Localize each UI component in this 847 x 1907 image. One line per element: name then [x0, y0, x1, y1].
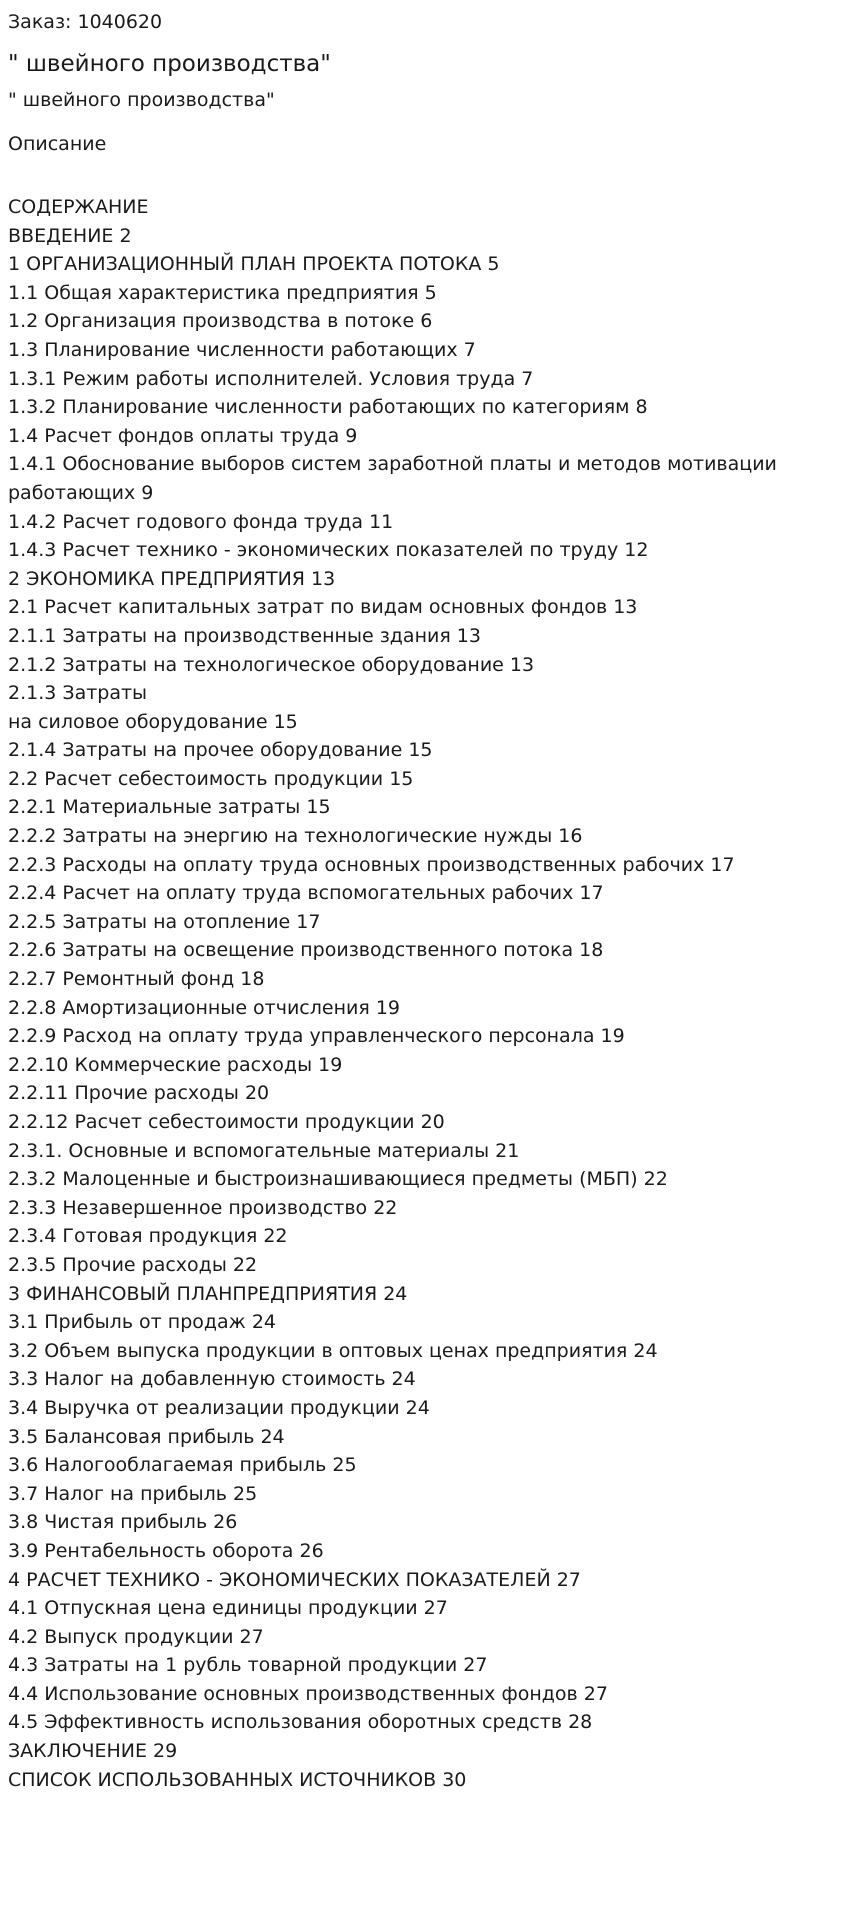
toc-entry: 1.4.2 Расчет годового фонда труда 11 [8, 510, 394, 533]
order-number: Заказ: 1040620 [8, 11, 163, 33]
toc-entry: 1.4 Расчет фондов оплаты труда 9 [8, 424, 358, 447]
toc-entry: 4.1 Отпускная цена единицы продукции 27 [8, 1597, 448, 1620]
toc-entry: 3.9 Рентабельность оборота 26 [8, 1539, 324, 1562]
toc-entry: 2.1.3 Затраты [8, 682, 148, 705]
toc-entry: 2.3.4 Готовая продукция 22 [8, 1225, 288, 1248]
toc-entry: 4.4 Использование основных производственных фондов 27 [8, 1682, 608, 1705]
toc-entry: 3.8 Чистая прибыль 26 [8, 1511, 238, 1534]
toc-entry: 2.3.3 Незавершенное производство 22 [8, 1196, 398, 1219]
toc-entry: 2.2 Расчет себестоимость продукции 15 [8, 767, 414, 790]
toc-entry: 2 ЭКОНОМИКА ПРЕДПРИЯТИЯ 13 [8, 567, 336, 590]
toc-entry: 3.3 Налог на добавленную стоимость 24 [8, 1368, 416, 1391]
document-subtitle: " швейного производства" [8, 89, 275, 111]
toc-entry: 2.2.9 Расход на оплату труда управленческого персонала 19 [8, 1025, 625, 1048]
toc-entry: 3.6 Налогооблагаемая прибыль 25 [8, 1454, 357, 1477]
toc-entry: 2.2.7 Ремонтный фонд 18 [8, 968, 265, 991]
toc-entry: 4 РАСЧЕТ ТЕХНИКО - ЭКОНОМИЧЕСКИХ ПОКАЗАТЕЛЕЙ 27 [8, 1568, 581, 1591]
toc-entry: 1.4.3 Расчет технико - экономических показателей по труду 12 [8, 539, 649, 562]
toc-entry: 1.2 Организация производства в потоке 6 [8, 310, 433, 333]
description-label: Описание [8, 133, 107, 155]
toc-entry: 1.1 Общая характеристика предприятия 5 [8, 281, 437, 304]
toc-entry: 3.2 Объем выпуска продукции в оптовых ценах предприятия 24 [8, 1339, 658, 1362]
toc-entry: 2.2.6 Затраты на освещение производственного потока 18 [8, 939, 604, 962]
toc-entry: 4.2 Выпуск продукции 27 [8, 1625, 264, 1648]
toc-entry: 4.3 Затраты на 1 рубль товарной продукции 27 [8, 1654, 488, 1677]
toc-entry: 2.2.4 Расчет на оплату труда вспомогательных рабочих 17 [8, 882, 604, 905]
toc-entry: 2.2.2 Затраты на энергию на технологические нужды 16 [8, 825, 583, 848]
toc-entry: 3.7 Налог на прибыль 25 [8, 1482, 258, 1505]
toc-entry: 3.1 Прибыль от продаж 24 [8, 1311, 277, 1334]
toc-entry: 2.1.4 Затраты на прочее оборудование 15 [8, 739, 433, 762]
toc-entry: 1.3.1 Режим работы исполнителей. Условия труда 7 [8, 367, 534, 390]
toc-entry: 2.1 Расчет капитальных затрат по видам основных фондов 13 [8, 596, 638, 619]
toc-entry: 1 ОРГАНИЗАЦИОННЫЙ ПЛАН ПРОЕКТА ПОТОКА 5 [8, 253, 500, 276]
toc-entry: ЗАКЛЮЧЕНИЕ 29 [8, 1740, 178, 1763]
toc-entry: 2.2.8 Амортизационные отчисления 19 [8, 996, 401, 1019]
toc-entry: 2.2.11 Прочие расходы 20 [8, 1082, 270, 1105]
toc-entry: 4.5 Эффективность использования оборотных средств 28 [8, 1711, 593, 1734]
toc-entry: 3.5 Балансовая прибыль 24 [8, 1425, 285, 1448]
toc-entry: 2.3.2 Малоценные и быстроизнашивающиеся предметы (МБП) 22 [8, 1168, 668, 1191]
toc-entry: 3.4 Выручка от реализации продукции 24 [8, 1396, 430, 1419]
toc-entry: 2.2.10 Коммерческие расходы 19 [8, 1053, 343, 1076]
toc-entry: 2.2.5 Затраты на отопление 17 [8, 910, 321, 933]
toc-entry: 2.2.3 Расходы на оплату труда основных производственных рабочих 17 [8, 853, 735, 876]
toc-entry: 3 ФИНАНСОВЫЙ ПЛАНПРЕДПРИЯТИЯ 24 [8, 1282, 408, 1305]
toc-entry: 2.3.5 Прочие расходы 22 [8, 1253, 258, 1276]
toc-entry: СПИСОК ИСПОЛЬЗОВАННЫХ ИСТОЧНИКОВ 30 [8, 1768, 467, 1791]
toc-entry: 2.2.1 Материальные затраты 15 [8, 796, 331, 819]
toc-entry: 2.3.1. Основные и вспомогательные материалы 21 [8, 1139, 520, 1162]
toc-entry: 1.3.2 Планирование численности работающих по категориям 8 [8, 396, 648, 419]
toc-entry: работающих 9 [8, 481, 154, 504]
toc-entry: 2.2.12 Расчет себестоимости продукции 20 [8, 1111, 445, 1133]
toc-entry: на силовое оборудование 15 [8, 710, 298, 733]
table-of-contents [8, 193, 839, 1794]
toc-entry: 1.4.1 Обоснование выборов систем заработной платы и методов мотивации [8, 453, 777, 476]
document-title: " швейного производства" [8, 51, 331, 77]
toc-entry: 2.1.2 Затраты на технологическое оборудование 13 [8, 653, 535, 676]
toc-entry: СОДЕРЖАНИЕ [8, 196, 149, 218]
toc-entry: 2.1.1 Затраты на производственные здания 13 [8, 624, 481, 647]
toc-entry: ВВЕДЕНИЕ 2 [8, 224, 132, 247]
toc-entry: 1.3 Планирование численности работающих 7 [8, 338, 476, 361]
